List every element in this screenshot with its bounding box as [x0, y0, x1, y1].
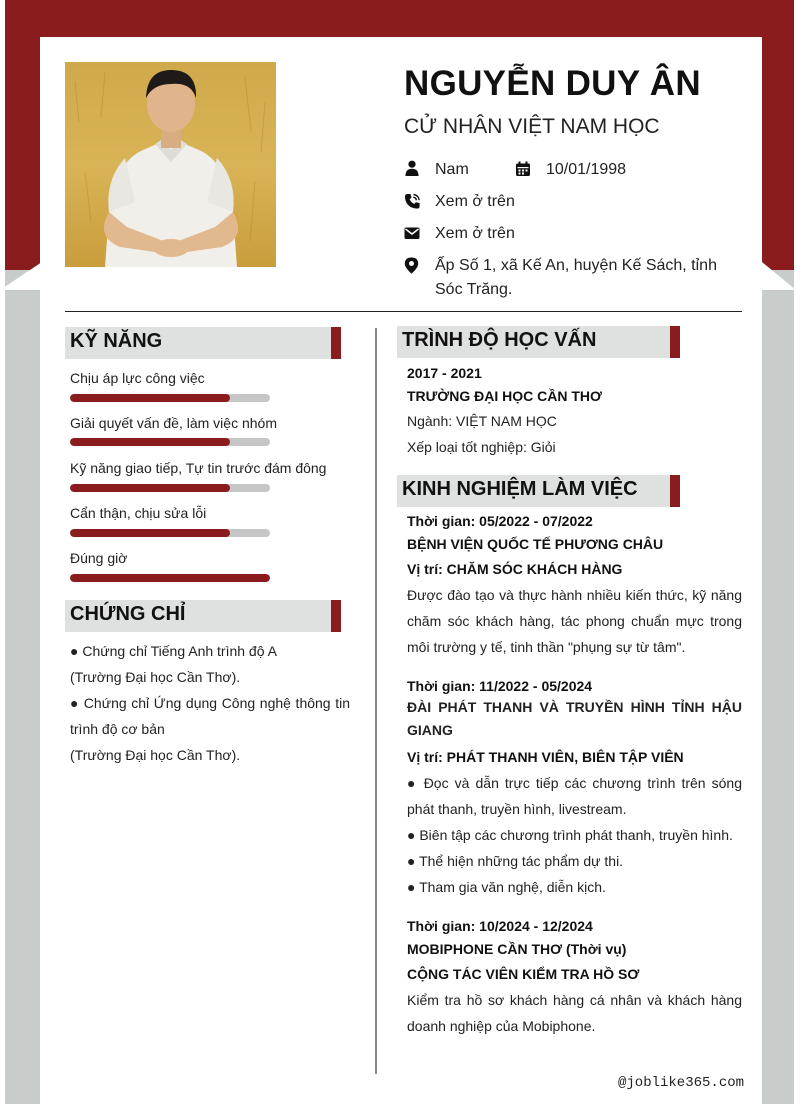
skill-bar	[70, 529, 270, 537]
education-major: Ngành: VIỆT NAM HỌC	[407, 413, 557, 429]
experience-heading-accent	[670, 475, 680, 507]
right-side-band	[762, 270, 796, 1104]
job-bullet: ● Thể hiện những tác phẩm dự thi.	[407, 853, 624, 869]
left-edge	[0, 0, 5, 1104]
job-bullet: ● Biên tập các chương trình phát thanh, truyền hình.	[407, 827, 733, 843]
skill-bar	[70, 484, 270, 492]
certificate-line: ● Chứng chỉ Ứng dụng Công nghệ thông tin trình độ cơ bản	[70, 695, 350, 737]
certificates-heading	[65, 600, 341, 632]
education-grade: Xếp loại tốt nghiệp: Giỏi	[407, 439, 556, 455]
skill-bar-fill	[70, 574, 270, 582]
phone-value: Xem ở trên	[435, 193, 515, 210]
skill-label: Cẩn thận, chịu sửa lỗi	[70, 505, 207, 521]
skill-bar	[70, 574, 270, 582]
job-period: Thời gian: 05/2022 - 07/2022	[407, 513, 593, 529]
skill-label: Giải quyết vấn đề, làm việc nhóm	[70, 415, 277, 431]
header-divider	[65, 311, 742, 312]
job-position: CỘNG TÁC VIÊN KIỂM TRA HỒ SƠ	[407, 966, 640, 982]
email-value: Xem ở trên	[435, 225, 515, 242]
profile-photo	[65, 62, 276, 267]
address-value: Ấp Số 1, xã Kế An, huyện Kế Sách, tỉnh Sóc Trăng.	[435, 257, 717, 298]
skill-bar	[70, 394, 270, 402]
user-icon	[404, 160, 420, 176]
certificate-line: ● Chứng chỉ Tiếng Anh trình độ A	[70, 643, 277, 659]
date-of-birth-value: 10/01/1998	[546, 161, 627, 178]
certificates-heading-accent	[331, 600, 341, 632]
skills-heading	[65, 327, 341, 359]
skill-bar-fill	[70, 438, 230, 446]
phone-icon	[404, 193, 420, 209]
job-position: Vị trí: CHĂM SÓC KHÁCH HÀNG	[407, 561, 623, 577]
certificate-line: (Trường Đại học Cần Thơ).	[70, 747, 241, 763]
education-heading	[397, 326, 680, 358]
skills-heading-accent	[331, 327, 341, 359]
job-position: Vị trí: PHÁT THANH VIÊN, BIÊN TẬP VIÊN	[407, 749, 684, 765]
candidate-title: CỬ NHÂN VIỆT NAM HỌC	[404, 115, 660, 138]
skill-bar-fill	[70, 484, 230, 492]
gender-value: Nam	[435, 161, 469, 178]
job-period: Thời gian: 11/2022 - 05/2024	[407, 678, 593, 694]
calendar-icon	[515, 161, 531, 177]
job-company: ĐÀI PHÁT THANH VÀ TRUYỀN HÌNH TỈNH HẬU GIANG	[407, 699, 742, 738]
job-period: Thời gian: 10/2024 - 12/2024	[407, 918, 593, 934]
left-side-band	[4, 270, 40, 1104]
job-company: MOBIPHONE CẦN THƠ (Thời vụ)	[407, 941, 627, 957]
left-notch-decoration	[0, 262, 42, 290]
skill-bar	[70, 438, 270, 446]
experience-heading-text: KINH NGHIỆM LÀM VIỆC	[402, 478, 638, 500]
certificate-line: (Trường Đại học Cần Thơ).	[70, 669, 241, 685]
certificates-heading-text: CHỨNG CHỈ	[70, 603, 186, 625]
skill-label: Chịu áp lực công việc	[70, 370, 205, 386]
skill-bar-fill	[70, 529, 230, 537]
skill-label: Đúng giờ	[70, 550, 128, 566]
skills-heading-text: KỸ NĂNG	[70, 330, 163, 352]
experience-heading	[397, 475, 680, 507]
candidate-name: NGUYỄN DUY ÂN	[404, 64, 701, 103]
education-school: TRƯỜNG ĐẠI HỌC CẦN THƠ	[407, 388, 602, 404]
job-bullet: ● Đọc và dẫn trực tiếp các chương trình trên sóng phát thanh, truyền hình, livestream.	[407, 775, 742, 817]
skill-label: Kỹ năng giao tiếp, Tự tin trước đám đông	[70, 460, 327, 476]
column-divider	[375, 328, 377, 1074]
job-description: Được đào tạo và thực hành nhiều kiến thức, kỹ năng chăm sóc khách hàng, tác phong chuẩn mực trong môi trường y tế, tinh thần "phụng sự từ tâm".	[407, 587, 742, 655]
job-description: Kiểm tra hồ sơ khách hàng cá nhân và khách hàng doanh nghiệp của Mobiphone.	[407, 992, 742, 1034]
right-notch-decoration	[762, 262, 796, 290]
site-watermark: @joblike365.com	[618, 1075, 745, 1091]
skill-bar-fill	[70, 394, 230, 402]
envelope-icon	[404, 226, 420, 242]
job-company: BỆNH VIỆN QUỐC TẾ PHƯƠNG CHÂU	[407, 536, 664, 552]
location-pin-icon	[404, 257, 420, 273]
education-heading-text: TRÌNH ĐỘ HỌC VẤN	[402, 329, 597, 351]
education-period: 2017 - 2021	[407, 365, 482, 381]
job-bullet: ● Tham gia văn nghệ, diễn kịch.	[407, 879, 606, 895]
education-heading-accent	[670, 326, 680, 358]
